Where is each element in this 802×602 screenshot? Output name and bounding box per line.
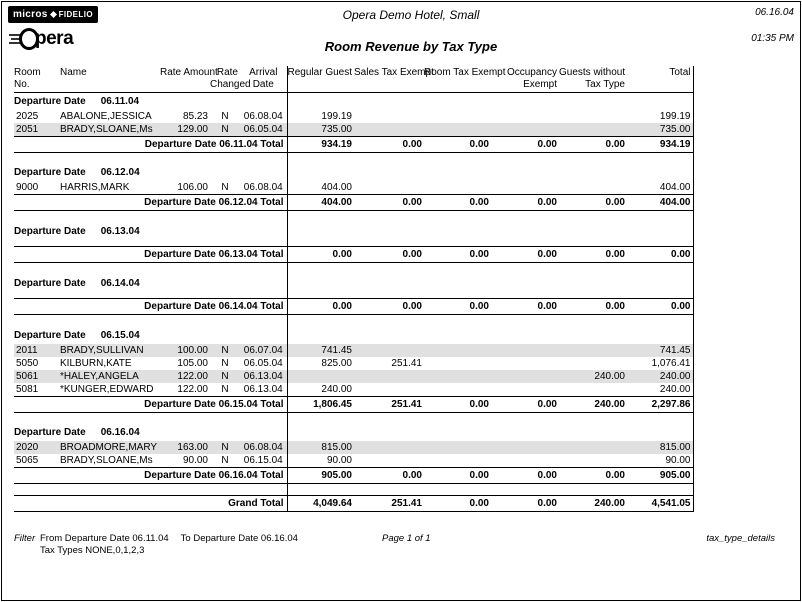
section-total-row xyxy=(14,468,693,484)
total-value: 0.00 xyxy=(559,247,627,263)
total-value: 0.00 xyxy=(491,299,559,315)
col-header-room-tax-exempt: Room Tax Exempt xyxy=(424,66,491,92)
cell-rate-amount: 90.00 xyxy=(182,455,208,466)
cell-sales-tax-exempt xyxy=(354,181,424,195)
cell-rate-changed: N xyxy=(210,344,240,357)
cell-room-tax-exempt xyxy=(424,123,491,137)
revenue-table xyxy=(14,66,694,512)
cell-sales-tax-exempt xyxy=(354,110,424,123)
spacer-right xyxy=(287,263,693,275)
cell-room-tax-exempt xyxy=(424,181,491,195)
total-value: 0.00 xyxy=(559,195,627,211)
cell-regular-guest: 90.00 xyxy=(287,454,354,468)
spacer-row xyxy=(14,263,693,275)
total-value: 240.00 xyxy=(559,496,627,512)
cell-name: *HALEY,ANGELA xyxy=(60,370,160,383)
cell-regular-guest: 815.00 xyxy=(287,441,354,454)
total-label: Departure Date 06.16.04 Total xyxy=(14,468,287,484)
section-total-row xyxy=(14,136,693,152)
cell-rate-amount: 105.00 xyxy=(177,357,208,369)
cell-name: ABALONE,JESSICA xyxy=(60,110,152,122)
cell-arrival: 06.05.04 xyxy=(243,357,283,369)
section-header-row xyxy=(14,164,693,181)
report-body xyxy=(14,92,693,512)
spacer-left xyxy=(14,315,287,327)
section-header-label: Departure Date 06.15.04 xyxy=(14,329,140,341)
cell-total: 90.00 xyxy=(627,454,693,468)
section-date: 06.16.04 xyxy=(100,427,140,438)
total-value: 905.00 xyxy=(287,468,354,484)
total-value: 0.00 xyxy=(287,299,354,315)
cell-rate-changed: N xyxy=(210,123,240,137)
cell-occupancy-exempt xyxy=(491,357,559,370)
cell-guests-without-tax-type xyxy=(559,454,627,468)
cell-rate-changed: N xyxy=(221,357,229,369)
guest-row xyxy=(14,344,693,357)
filter-label: Filter xyxy=(14,533,36,544)
total-value: 0.00 xyxy=(491,468,559,484)
spacer-right xyxy=(287,223,693,240)
cell-room-tax-exempt xyxy=(424,441,491,454)
spacer-right xyxy=(287,424,693,441)
cell-regular-guest: 735.00 xyxy=(287,123,354,137)
section-header-row xyxy=(14,92,693,110)
cell-rate-amount: 129.00 xyxy=(160,123,210,137)
total-value: 0.00 xyxy=(424,468,491,484)
col-header-guests-without-tax-type: Guests without Tax Type xyxy=(559,67,626,90)
spacer-left xyxy=(14,412,287,424)
cell-room: 5065 xyxy=(16,455,39,466)
total-value: 2,297.86 xyxy=(627,396,693,412)
cell-guests-without-tax-type xyxy=(559,357,627,370)
cell-room: 5061 xyxy=(14,370,60,383)
section-header-label: Departure Date 06.16.04 xyxy=(14,427,140,438)
section-header-label: Departure Date 06.14.04 xyxy=(14,277,140,289)
total-value: 4,541.05 xyxy=(627,496,693,512)
cell-sales-tax-exempt xyxy=(354,383,424,397)
report-page xyxy=(1,1,801,601)
spacer-row xyxy=(14,412,693,424)
total-value: 404.00 xyxy=(627,195,693,211)
total-value: 0.00 xyxy=(559,136,627,152)
total-value: 0.00 xyxy=(424,299,491,315)
cell-arrival: 06.15.04 xyxy=(243,455,283,466)
page-number: Page 1 of 1 xyxy=(382,533,431,544)
cell-rate-changed: N xyxy=(221,182,229,193)
section-date: 06.12.04 xyxy=(100,167,140,178)
cell-sales-tax-exempt xyxy=(354,370,424,383)
cell-room-tax-exempt xyxy=(424,357,491,370)
total-value: 0.00 xyxy=(491,136,559,152)
report-header xyxy=(2,2,800,66)
spacer-right xyxy=(287,240,693,247)
spacer-right xyxy=(287,92,693,110)
section-total-row xyxy=(14,299,693,315)
section-header-row xyxy=(14,424,693,441)
section-date: 06.14.04 xyxy=(100,277,140,289)
page-title: Room Revenue by Tax Type xyxy=(324,39,498,54)
col-header-rate-changed: Rate Changed xyxy=(210,67,251,90)
filter-text xyxy=(40,533,298,557)
cell-name: *KUNGER,EDWARD xyxy=(60,383,154,395)
total-value: 251.41 xyxy=(354,396,424,412)
cell-regular-guest: 404.00 xyxy=(287,181,354,195)
spacer-right xyxy=(287,164,693,181)
total-value: 0.00 xyxy=(491,195,559,211)
micros-logo-text: micros xyxy=(13,9,48,20)
spacer-row xyxy=(14,211,693,223)
cell-room: 2051 xyxy=(14,123,60,137)
cell-occupancy-exempt xyxy=(491,123,559,137)
spacer-row xyxy=(14,292,693,299)
total-value: 251.41 xyxy=(354,496,424,512)
cell-arrival: 06.08.04 xyxy=(243,182,283,193)
cell-occupancy-exempt xyxy=(491,454,559,468)
fidelio-logo-text: FIDELIO xyxy=(58,10,93,19)
cell-rate-changed: N xyxy=(210,370,240,383)
section-header-label: Departure Date 06.13.04 xyxy=(14,225,140,237)
total-value: 0.00 xyxy=(424,136,491,152)
section-header-label: Departure Date 06.12.04 xyxy=(14,167,140,178)
total-value: 0.00 xyxy=(354,468,424,484)
section-total-row xyxy=(14,247,693,263)
section-date: 06.11.04 xyxy=(100,95,140,107)
cell-room: 9000 xyxy=(16,182,39,193)
total-value: 0.00 xyxy=(287,247,354,263)
cell-rate-amount: 122.00 xyxy=(177,383,208,395)
cell-rate-changed: N xyxy=(221,383,229,395)
filter-tax-types: Tax Types NONE,0,1,2,3 xyxy=(40,545,145,556)
total-label: Grand Total xyxy=(14,496,287,512)
opera-logo-text: pera xyxy=(35,28,74,49)
cell-guests-without-tax-type xyxy=(559,123,627,137)
cell-rate-amount: 163.00 xyxy=(160,441,210,454)
total-value: 0.00 xyxy=(354,299,424,315)
total-value: 0.00 xyxy=(627,247,693,263)
print-time: 01:35 PM xyxy=(751,33,794,44)
cell-rate-amount: 122.00 xyxy=(160,370,210,383)
cell-name: HARRIS,MARK xyxy=(60,182,130,193)
diamond-icon xyxy=(50,11,57,18)
grand-total-row xyxy=(14,496,693,512)
section-header-label: Departure Date 06.11.04 xyxy=(14,95,140,107)
total-value: 0.00 xyxy=(354,195,424,211)
total-value: 0.00 xyxy=(491,496,559,512)
cell-total: 1,076.41 xyxy=(627,357,693,370)
cell-rate-amount: 106.00 xyxy=(177,182,208,193)
cell-occupancy-exempt xyxy=(491,370,559,383)
section-date: 06.15.04 xyxy=(100,329,140,341)
cell-room-tax-exempt xyxy=(424,454,491,468)
spacer-left xyxy=(14,211,287,223)
guest-row xyxy=(14,123,693,137)
spacer-left xyxy=(14,484,287,496)
section-date: 06.13.04 xyxy=(100,225,140,237)
cell-occupancy-exempt xyxy=(491,181,559,195)
guest-row xyxy=(14,454,693,468)
cell-name: BRADY,SLOANE,Ms xyxy=(60,455,153,466)
spacer-right xyxy=(287,315,693,327)
cell-sales-tax-exempt xyxy=(354,454,424,468)
cell-name: BROADMORE,MARY xyxy=(60,441,160,454)
total-value: 934.19 xyxy=(627,136,693,152)
col-header-total: Total xyxy=(627,66,693,92)
guest-row xyxy=(14,370,693,383)
micros-fidelio-logo xyxy=(8,6,98,23)
cell-room: 2011 xyxy=(14,344,60,357)
spacer-row xyxy=(14,152,693,164)
cell-name: KILBURN,KATE xyxy=(60,357,132,369)
cell-guests-without-tax-type xyxy=(559,441,627,454)
filter-from: From Departure Date 06.11.04 xyxy=(40,533,169,544)
cell-guests-without-tax-type xyxy=(559,344,627,357)
spacer-left xyxy=(14,240,287,247)
cell-room: 5050 xyxy=(16,357,39,369)
total-value: 0.00 xyxy=(354,136,424,152)
cell-total: 404.00 xyxy=(627,181,693,195)
spacer-row xyxy=(14,240,693,247)
cell-arrival: 06.08.04 xyxy=(240,441,287,454)
cell-total: 199.19 xyxy=(627,110,693,123)
total-label: Departure Date 06.15.04 Total xyxy=(14,396,287,412)
cell-regular-guest: 240.00 xyxy=(287,383,354,397)
total-value: 0.00 xyxy=(491,247,559,263)
guest-row xyxy=(14,181,693,195)
cell-sales-tax-exempt xyxy=(354,344,424,357)
cell-room: 2020 xyxy=(14,441,60,454)
cell-arrival: 06.13.04 xyxy=(240,370,287,383)
col-header-room: Room No. xyxy=(14,66,60,92)
total-label: Departure Date 06.13.04 Total xyxy=(14,247,287,263)
cell-regular-guest: 741.45 xyxy=(287,344,354,357)
cell-sales-tax-exempt xyxy=(354,441,424,454)
total-value: 4,049.64 xyxy=(287,496,354,512)
cell-room-tax-exempt xyxy=(424,110,491,123)
total-value: 404.00 xyxy=(287,195,354,211)
spacer-right xyxy=(287,484,693,496)
total-value: 0.00 xyxy=(424,396,491,412)
total-label: Departure Date 06.14.04 Total xyxy=(14,299,287,315)
spacer-left xyxy=(14,152,287,164)
guest-row xyxy=(14,383,693,397)
col-header-regular-guest: Regular Guest xyxy=(287,66,354,92)
cell-arrival: 06.07.04 xyxy=(240,344,287,357)
spacer-right xyxy=(287,292,693,299)
col-header-occupancy-exempt: Occupancy Exempt xyxy=(491,66,559,92)
report-id: tax_type_details xyxy=(706,533,775,544)
cell-guests-without-tax-type xyxy=(559,110,627,123)
cell-occupancy-exempt xyxy=(491,441,559,454)
spacer-right xyxy=(287,275,693,292)
section-header-row xyxy=(14,223,693,240)
cell-room-tax-exempt xyxy=(424,383,491,397)
col-header-arrival: Arrival Date xyxy=(240,66,287,92)
spacer-right xyxy=(287,412,693,424)
cell-arrival: 06.05.04 xyxy=(240,123,287,137)
cell-total: 735.00 xyxy=(627,123,693,137)
section-header-row xyxy=(14,327,693,344)
cell-occupancy-exempt xyxy=(491,110,559,123)
spacer-right xyxy=(287,327,693,344)
total-value: 0.00 xyxy=(491,396,559,412)
report-footer xyxy=(14,533,775,563)
cell-name: BRADY,SULLIVAN xyxy=(60,344,160,357)
cell-room: 2025 xyxy=(16,110,39,122)
hotel-name: Opera Demo Hotel, Small xyxy=(342,8,480,22)
spacer-row xyxy=(14,315,693,327)
spacer-left xyxy=(14,263,287,275)
cell-arrival: 06.13.04 xyxy=(243,383,283,395)
total-value: 0.00 xyxy=(627,299,693,315)
cell-occupancy-exempt xyxy=(491,383,559,397)
print-date: 06.16.04 xyxy=(755,7,794,18)
total-value: 0.00 xyxy=(559,468,627,484)
cell-name: BRADY,SLOANE,Ms xyxy=(60,123,160,137)
cell-occupancy-exempt xyxy=(491,344,559,357)
cell-guests-without-tax-type: 240.00 xyxy=(559,370,627,383)
cell-guests-without-tax-type xyxy=(559,383,627,397)
total-value: 0.00 xyxy=(559,299,627,315)
section-header-row xyxy=(14,275,693,292)
cell-total: 240.00 xyxy=(627,370,693,383)
cell-regular-guest: 199.19 xyxy=(287,110,354,123)
cell-room-tax-exempt xyxy=(424,344,491,357)
cell-sales-tax-exempt xyxy=(354,123,424,137)
cell-guests-without-tax-type xyxy=(559,181,627,195)
opera-logo xyxy=(8,26,73,52)
guest-row xyxy=(14,110,693,123)
total-value: 0.00 xyxy=(354,247,424,263)
cell-rate-amount: 100.00 xyxy=(160,344,210,357)
col-header-rate-amount: Rate Amount xyxy=(160,66,210,92)
total-label: Departure Date 06.12.04 Total xyxy=(14,195,287,211)
spacer-left xyxy=(14,292,287,299)
total-value: 905.00 xyxy=(627,468,693,484)
cell-total: 240.00 xyxy=(627,383,693,397)
total-label: Departure Date 06.11.04 Total xyxy=(14,136,287,152)
cell-arrival: 06.08.04 xyxy=(243,110,283,122)
cell-rate-changed: N xyxy=(221,455,229,466)
total-value: 1,806.45 xyxy=(287,396,354,412)
section-total-row xyxy=(14,396,693,412)
cell-rate-amount: 85.23 xyxy=(182,110,208,122)
cell-rate-changed: N xyxy=(221,110,229,122)
guest-row xyxy=(14,441,693,454)
cell-rate-changed: N xyxy=(210,441,240,454)
total-value: 934.19 xyxy=(287,136,354,152)
cell-regular-guest xyxy=(287,370,354,383)
cell-total: 815.00 xyxy=(627,441,693,454)
spacer-right xyxy=(287,152,693,164)
col-header-sales-tax-exempt: Sales Tax Exempt xyxy=(354,66,424,92)
cell-room-tax-exempt xyxy=(424,370,491,383)
cell-total: 741.45 xyxy=(627,344,693,357)
total-value: 0.00 xyxy=(424,247,491,263)
guest-row xyxy=(14,357,693,370)
col-header-name: Name xyxy=(60,66,160,92)
cell-regular-guest: 825.00 xyxy=(287,357,354,370)
spacer-row xyxy=(14,484,693,496)
table-header-row xyxy=(14,66,693,92)
section-total-row xyxy=(14,195,693,211)
cell-room: 5081 xyxy=(16,383,39,395)
total-value: 240.00 xyxy=(559,396,627,412)
spacer-right xyxy=(287,211,693,223)
total-value: 0.00 xyxy=(424,195,491,211)
total-value: 0.00 xyxy=(424,496,491,512)
cell-sales-tax-exempt: 251.41 xyxy=(391,357,422,369)
filter-to: To Departure Date 06.16.04 xyxy=(180,533,298,544)
